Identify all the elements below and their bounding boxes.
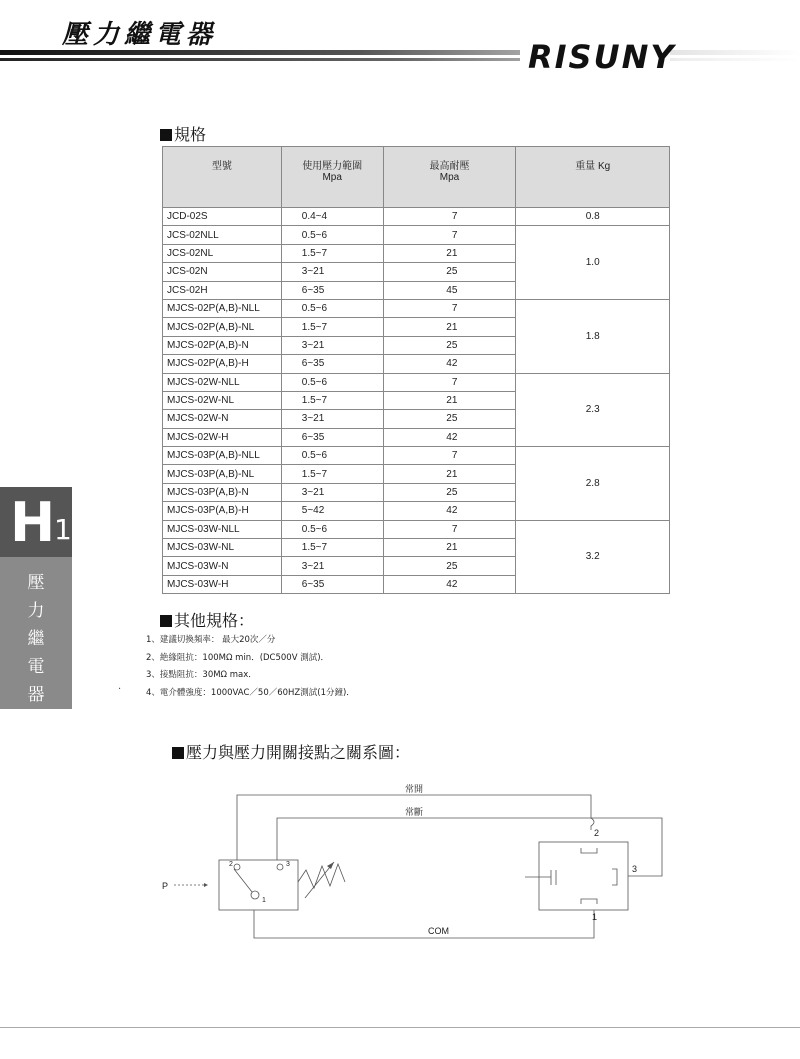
terminal-3-icon [277,864,283,870]
cell-max: 7 [383,520,516,538]
cell-range: 0.4~4 [281,208,383,226]
cell-model: MJCS-03P(A,B)-H [163,502,282,520]
terminal-3-label: 3 [286,861,290,868]
cell-weight: 3.2 [516,520,670,594]
cell-max: 42 [383,428,516,446]
cell-model: MJCS-03P(A,B)-N [163,483,282,501]
cell-max: 7 [383,299,516,317]
list-item: 3、接點阻抗：30MΩ max． [146,670,257,680]
cell-model: JCD-02S [163,208,282,226]
cell-model: MJCS-03W-H [163,575,282,593]
label-com: COM [428,926,449,936]
cell-range: 6~35 [281,428,383,446]
cell-max: 7 [383,373,516,391]
brand-logo [520,36,676,76]
table-row [163,373,670,391]
cell-model: JCS-02NL [163,244,282,262]
header-model: 型號 [163,147,282,208]
cell-weight: 1.8 [516,299,670,373]
cell-max: 7 [383,208,516,226]
cell-model: JCS-02N [163,263,282,281]
side-tab-label [0,569,72,709]
spring-icon [298,864,345,888]
cell-model: MJCS-02W-NLL [163,373,282,391]
side-tab-char: 力 [27,601,45,621]
cell-range: 1.5~7 [281,244,383,262]
table-row [163,299,670,317]
label-pressure-input: P [162,881,169,891]
spec-table-header [163,147,670,208]
cell-model: MJCS-03P(A,B)-NL [163,465,282,483]
side-tab-char: 壓 [27,573,45,593]
cell-max: 25 [383,263,516,281]
header-range: 使用壓力範圍 Mpa [281,147,383,208]
switch-contact [234,869,252,892]
label-normally-closed: 常斷 [405,807,424,817]
contact-1-label: 1 [592,912,598,922]
terminal-2-label: 2 [229,861,233,868]
other-section-title: 其他規格： [160,608,254,631]
normally-open-wire [237,795,594,860]
cell-max: 42 [383,502,516,520]
cell-max: 21 [383,465,516,483]
spec-table [162,146,670,594]
contact-2-bracket [581,848,597,853]
side-tab-code [0,487,72,557]
cell-range: 3~21 [281,483,383,501]
side-tab-number: 1 [54,513,72,546]
cell-model: MJCS-02P(A,B)-N [163,336,282,354]
wiring-diagram-svg [0,770,800,950]
stray-dot: . [118,681,122,692]
other-spec-list [146,632,355,702]
cell-model: MJCS-03W-NL [163,539,282,557]
table-row [163,226,670,244]
com-wire [254,910,594,938]
cell-range: 1.5~7 [281,318,383,336]
contact-3-bracket [612,869,617,885]
list-item: 4、電介體強度：1000VAC／50／60HZ測試(1分鐘)． [146,687,355,698]
cell-model: JCS-02H [163,281,282,299]
cell-max: 21 [383,539,516,557]
contact-3-label: 3 [632,864,638,874]
cell-max: 25 [383,336,516,354]
cell-range: 0.5~6 [281,447,383,465]
cell-range: 0.5~6 [281,299,383,317]
cell-max: 25 [383,410,516,428]
square-bullet-icon [160,129,172,141]
cell-max: 21 [383,391,516,409]
cell-model: MJCS-02P(A,B)-NL [163,318,282,336]
side-tab-char: 繼 [27,629,45,649]
header-title: 壓力繼電器 [62,20,218,50]
spec-section-title: 規格 [160,122,206,145]
arrow-head-icon [327,862,334,869]
cell-range: 1.5~7 [281,391,383,409]
cell-range: 6~35 [281,355,383,373]
side-tab [0,487,72,709]
cell-model: MJCS-02P(A,B)-NLL [163,299,282,317]
contact-1-bracket [581,899,597,904]
cell-model: MJCS-02W-NL [163,391,282,409]
cell-weight: 0.8 [516,208,670,226]
header-max: 最高耐壓 Mpa [383,147,516,208]
cell-range: 3~21 [281,263,383,281]
cell-range: 0.5~6 [281,520,383,538]
cell-max: 25 [383,483,516,501]
label-normally-open: 常開 [405,784,424,794]
cell-max: 25 [383,557,516,575]
cell-max: 21 [383,318,516,336]
header-weight: 重量 Kg [516,147,670,208]
cell-model: MJCS-02W-N [163,410,282,428]
cell-range: 5~42 [281,502,383,520]
table-row [163,520,670,538]
table-row [163,208,670,226]
terminal-1-label: 1 [262,897,266,904]
contact-2-label: 2 [594,828,600,838]
list-item: 1、建議切換頻率： 最大20次／分 [146,635,276,645]
cell-weight: 2.8 [516,447,670,521]
table-row [163,447,670,465]
logo-text: RISUNY [528,38,676,76]
cell-model: MJCS-03W-N [163,557,282,575]
cell-range: 6~35 [281,575,383,593]
contact-box [539,842,628,910]
cell-weight: 1.0 [516,226,670,300]
cell-model: MJCS-02W-H [163,428,282,446]
terminal-2-icon [234,864,240,870]
cell-max: 7 [383,447,516,465]
cell-range: 3~21 [281,410,383,428]
arrow-head-icon [204,883,208,887]
cell-max: 45 [383,281,516,299]
diagram-section-title: 壓力與壓力開關接點之關系圖： [172,740,410,763]
footer-divider [0,1027,800,1028]
normally-closed-wire [277,818,662,876]
cell-max: 21 [383,244,516,262]
terminal-1-icon [251,891,259,899]
square-bullet-icon [172,747,184,759]
square-bullet-icon [160,615,172,627]
side-tab-letter: H [10,491,56,554]
cell-max: 42 [383,575,516,593]
cell-model: MJCS-02P(A,B)-H [163,355,282,373]
cell-range: 0.5~6 [281,373,383,391]
cell-model: MJCS-03P(A,B)-NLL [163,447,282,465]
cell-max: 42 [383,355,516,373]
cell-model: JCS-02NLL [163,226,282,244]
cell-range: 1.5~7 [281,465,383,483]
side-tab-char: 電 [27,657,45,677]
cell-max: 7 [383,226,516,244]
cell-range: 3~21 [281,336,383,354]
header-bar [0,50,800,66]
list-item: 2、絶緣阻抗：100MΩ min．(DC500V 測試)． [146,652,330,663]
cell-range: 6~35 [281,281,383,299]
cell-range: 1.5~7 [281,539,383,557]
cell-weight: 2.3 [516,373,670,447]
capacitor-icon [551,870,556,885]
cell-range: 0.5~6 [281,226,383,244]
wiring-diagram [0,770,800,950]
cell-range: 3~21 [281,557,383,575]
cell-model: MJCS-03W-NLL [163,520,282,538]
side-tab-char: 器 [27,685,45,705]
